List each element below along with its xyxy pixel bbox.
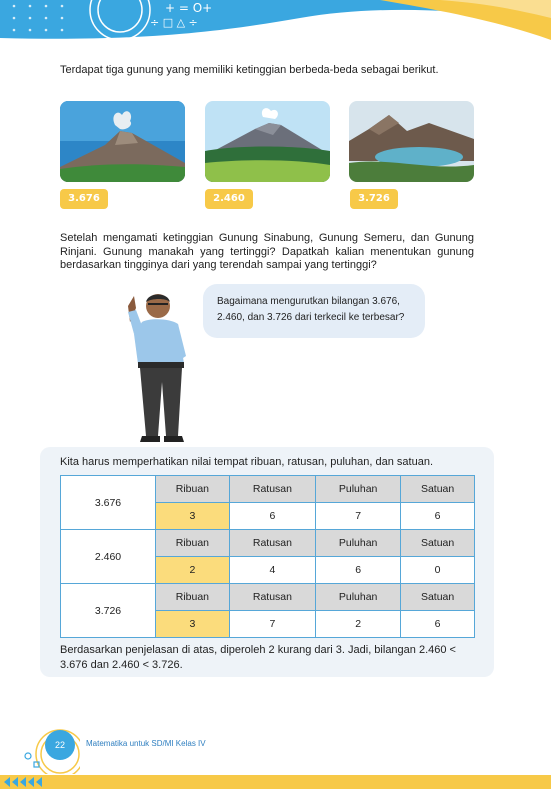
header-ribuan: Ribuan <box>156 584 230 611</box>
digit-cell: 2 <box>156 557 230 584</box>
mountain-image-semeru <box>205 101 330 182</box>
header-satuan: Satuan <box>401 476 475 503</box>
number-cell: 2.460 <box>61 530 156 584</box>
speech-bubble: Bagaimana mengurutkan bilangan 3.676, 2.460, dan 3.726 dari terkecil ke terbesar? <box>203 284 425 338</box>
number-cell: 3.676 <box>61 476 156 530</box>
table-row <box>61 530 475 557</box>
digit-cell: 6 <box>316 557 401 584</box>
digit-cell: 6 <box>401 611 475 638</box>
header-ratusan: Ratusan <box>229 476 315 503</box>
digit-cell: 3 <box>156 611 230 638</box>
svg-text:÷ □ △ ÷: ÷ □ △ ÷ <box>150 16 198 29</box>
digit-cell: 7 <box>229 611 315 638</box>
digit-cell: 6 <box>401 503 475 530</box>
intro-text: Terdapat tiga gunung yang memiliki ketinggian berbeda-beda sebagai berikut. <box>60 64 439 76</box>
header-ribuan: Ribuan <box>156 476 230 503</box>
panel-intro-text: Kita harus memperhatikan nilai tempat ribuan, ratusan, puluhan, dan satuan. <box>60 456 434 468</box>
conclusion-text: Berdasarkan penjelasan di atas, diperoleh 2 kurang dari 3. Jadi, bilangan 2.460 < 3.676 dan 2.460 < 3.726. <box>60 644 456 671</box>
mountain-height-semeru: 2.460 <box>205 189 253 209</box>
mountain-height-sinabung: 3.676 <box>60 189 108 209</box>
digit-cell: 6 <box>229 503 315 530</box>
footer-bar <box>0 775 551 789</box>
table-row <box>61 476 475 503</box>
mountain-image-sinabung <box>60 101 185 182</box>
digit-cell: 7 <box>316 503 401 530</box>
mountain-height-rinjani: 3.726 <box>350 189 398 209</box>
header-ribuan: Ribuan <box>156 530 230 557</box>
header-puluhan: Puluhan <box>316 476 401 503</box>
teacher-illustration <box>118 286 200 446</box>
header-satuan: Satuan <box>401 584 475 611</box>
header-puluhan: Puluhan <box>316 584 401 611</box>
digit-cell: 4 <box>229 557 315 584</box>
svg-text:+ = O+: + = O+ <box>165 1 213 15</box>
book-title: Matematika untuk SD/MI Kelas IV <box>86 739 206 748</box>
header-puluhan: Puluhan <box>316 530 401 557</box>
question-paragraph: Setelah mengamati ketinggian Gunung Sinabung, Gunung Semeru, dan Gunung Rinjani. Gunung manakah yang tertinggi? Dapatkah kalian menentukan gunung berdasarkan tingginya dari yang terendah sampai yang tertinggi? <box>60 232 474 271</box>
page-header-decoration <box>0 0 551 52</box>
header-ratusan: Ratusan <box>229 584 315 611</box>
page-number: 22 <box>45 730 75 760</box>
digit-cell: 2 <box>316 611 401 638</box>
mountain-image-rinjani <box>349 101 474 182</box>
number-cell: 3.726 <box>61 584 156 638</box>
header-ratusan: Ratusan <box>229 530 315 557</box>
place-value-table <box>60 475 475 638</box>
digit-cell: 0 <box>401 557 475 584</box>
digit-cell: 3 <box>156 503 230 530</box>
header-satuan: Satuan <box>401 530 475 557</box>
table-row <box>61 584 475 611</box>
